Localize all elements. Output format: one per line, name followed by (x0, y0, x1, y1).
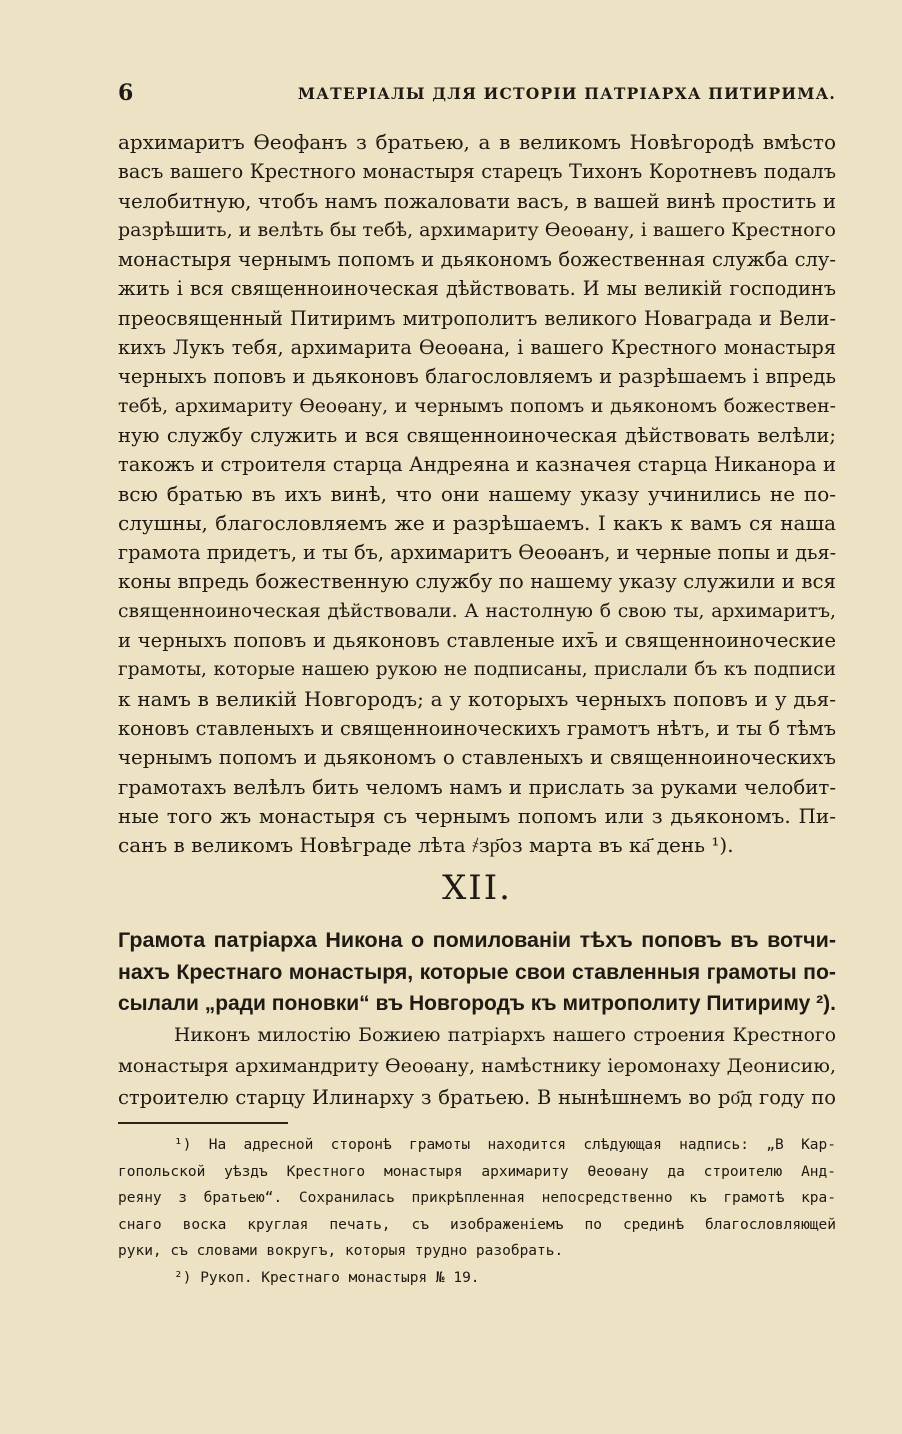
text-line: черныхъ поповъ и дьяконовъ благословляемъ и разрѣшаемъ і впредь (118, 365, 836, 389)
text-line: коны впредь божественную службу по нашему указу служили и вся (118, 570, 836, 594)
text-line: преосвященный Питиримъ митрополитъ великого Новаграда и Вели- (118, 306, 836, 330)
text-line: архимаритъ Ѳеофанъ з братьею, а в великомъ Новѣгородѣ вмѣсто (118, 130, 836, 154)
page-header (118, 80, 836, 110)
text-line: и черныхъ поповъ и дьяконовъ ставленые ихъ̄ и священноиноческие (118, 629, 836, 653)
text-line: Никонъ милостію Божиею патріархъ нашего строения Крестного (174, 1025, 836, 1046)
text-line: слушны, благословляемъ же и разрѣшаемъ. І какъ к вамъ ся наша (118, 510, 836, 535)
running-title: МАТЕРІАЛЫ ДЛЯ ИСТОРІИ ПАТРІАРХА ПИТИРИМА. (297, 84, 836, 103)
document-body (118, 128, 836, 860)
text-line: к намъ в великій Новгородъ; а у которыхъ черныхъ поповъ и у дья- (118, 686, 836, 711)
heading-line: сылали „ради поновки“ въ Новгородъ къ митрополиту Питириму ²). (118, 992, 836, 1015)
footnote-line: руки, съ словами вокругъ, которыя трудно разобрать. (118, 1243, 564, 1259)
text-line: чернымъ попомъ и дьякономъ о ставленыхъ и священноиноческихъ (118, 746, 836, 770)
text-line: священноиноческая дѣйствовали. А настолную б свою ты, архимаритъ, (118, 600, 836, 622)
section-heading (118, 924, 836, 1020)
footnote-line: снаго воска круглая печать, съ изображеніемъ по срединѣ благословляющей (118, 1216, 836, 1233)
text-line: монастыря чернымъ попомъ и дьякономъ божественная служба слу- (118, 248, 836, 272)
text-line: санъ в великомъ Новѣграде лѣта ҂зр҃оз марта въ ка҃ день ¹). (118, 833, 734, 858)
text-line: грамота придетъ, и ты бъ, архимаритъ Ѳеоѳанъ, и черные попы и дья- (118, 541, 837, 565)
text-line: такожъ и строителя старца Андреяна и казначея старца Никанора и (118, 453, 836, 477)
heading-line: нахъ Крестнаго монастыря, которые свои ставленныя грамоты по- (118, 960, 836, 984)
footnote-line: ¹) На адресной сторонѣ грамоты находится слѣдующая надпись: „В Кар- (174, 1137, 836, 1153)
text-line: монастыря архимандриту Ѳеоѳану, намѣстнику іеромонаху Деонисию, (118, 1055, 836, 1077)
text-line: ную службу служить и вся священноиноческая дѣйствовать велѣли; (118, 423, 836, 447)
heading-line: Грамота патріарха Никона о помилованіи тѣхъ поповъ въ вотчи- (118, 928, 836, 952)
text-line: грамотахъ велѣлъ бить челомъ намъ и прислать за руками челобит- (118, 775, 836, 799)
text-line: жить і вся священноиноческая дѣйствовать. И мы великій господинъ (118, 277, 836, 301)
footnote-line: реяну з братьею“. Сохранилась прикрѣпленная непосредственно къ грамотѣ кра- (118, 1190, 836, 1206)
footnote-divider (118, 1122, 288, 1124)
footnote-line: гопольской уѣздъ Крестного монастыря архимариту Ѳеоѳану да строителю Анд- (118, 1163, 836, 1180)
section-text (118, 1020, 836, 1113)
footnotes (118, 1132, 836, 1291)
text-line: грамоты, которые нашею рукою не подписаны, прислали бъ къ подписи (118, 659, 836, 681)
section-number: XII. (442, 868, 512, 908)
text-line: тебѣ, архимариту Ѳеоѳану, и чернымъ попомъ и дьякономъ божествен- (118, 395, 836, 417)
text-line: кихъ Лукъ тебя, архимарита Ѳеоѳана, і вашего Крестного монастыря (118, 336, 836, 360)
text-line: разрѣшить, и велѣть бы тебѣ, архимариту Ѳеоѳану, і вашего Крестного (118, 218, 836, 241)
text-line: всю братью въ ихъ винѣ, что они нашему указу учинились не по- (118, 481, 836, 506)
text-line: васъ вашего Крестного монастыря старецъ Тихонъ Коротневъ подалъ (118, 160, 836, 184)
text-line: коновъ ставленыхъ и священноиноческихъ грамотъ нѣтъ, и ты б тѣмъ (118, 716, 836, 740)
footnote-line: ²) Рукоп. Крестнаго монастыря № 19. (174, 1269, 480, 1286)
page-number: 6 (118, 80, 134, 106)
text-line: строителю старцу Илинарху з братьею. В нынѣшнемъ во ро҃д году по (118, 1086, 836, 1109)
text-line: ные того жъ монастыря съ чернымъ попомъ или з дьякономъ. Пи- (118, 803, 836, 828)
text-line: челобитную, чтобъ намъ пожаловати васъ, в вашей винѣ простить и (118, 189, 836, 213)
